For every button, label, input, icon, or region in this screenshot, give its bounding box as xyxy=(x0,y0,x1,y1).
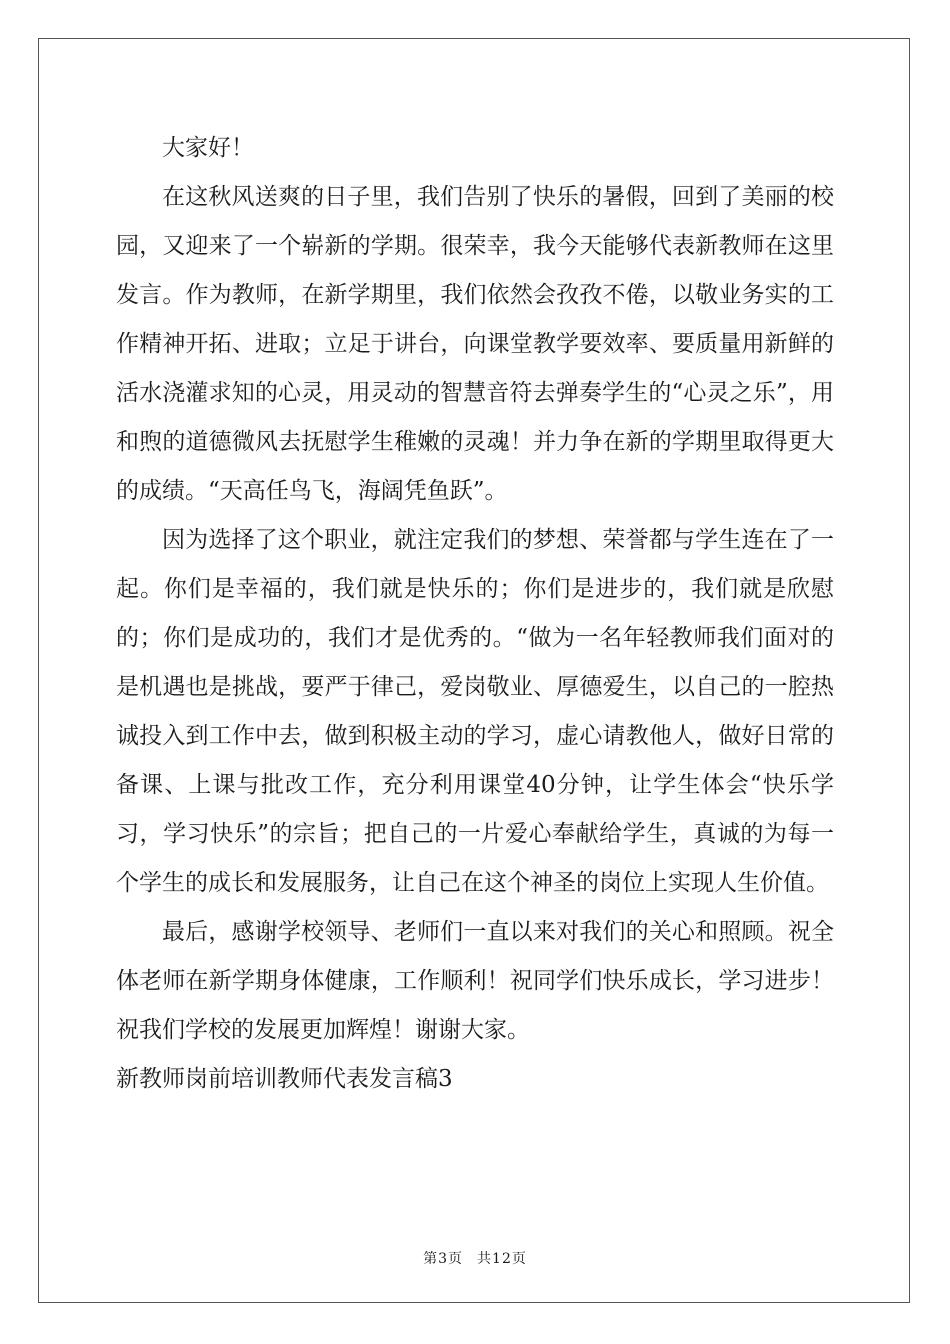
document-body xyxy=(116,124,834,1104)
paragraph-intro: 在这秋风送爽的日子里，我们告别了快乐的暑假，回到了美丽的校园，又迎来了一个崭新的学期。很荣幸，我今天能够代表新教师在这里发言。作为教师，在新学期里，我们依然会孜孜不倦，以敬业务实的工作精神开拓、进取；立足于讲台，向课堂教学要效率、要质量用新鲜的活水浇灌求知的心灵，用灵动的智慧音符去弹奏学生的“心灵之乐”，用和煦的道德微风去抚慰学生稚嫩的灵魂！并力争在新的学期里取得更大的成绩。“天高任鸟飞，海阔凭鱼跃”。 xyxy=(116,184,834,504)
next-document-title: 新教师岗前培训教师代表发言稿3 xyxy=(116,1066,453,1092)
page-footer xyxy=(0,1248,950,1268)
paragraph-closing: 最后，感谢学校领导、老师们一直以来对我们的关心和照顾。祝全体老师在新学期身体健康，工作顺利！祝同学们快乐成长，学习进步！祝我们学校的发展更加辉煌！谢谢大家。 xyxy=(116,919,834,1043)
page-total: 共12页 xyxy=(477,1251,527,1267)
paragraph-career: 因为选择了这个职业，就注定我们的梦想、荣誉都与学生连在了一起。你们是幸福的，我们就是快乐的；你们是进步的，我们就是欣慰的；你们是成功的，我们才是优秀的。“做为一名年轻教师我们面对的是机遇也是挑战，要严于律己，爱岗敬业、厚德爱生，以自己的一腔热诚投入到工作中去，做到积极主动的学习，虚心请教他人，做好日常的备课、上课与批改工作，充分利用课堂40分钟，让学生体会“快乐学习，学习快乐”的宗旨；把自己的一片爱心奉献给学生，真诚的为每一个学生的成长和发展服务，让自己在这个神圣的岗位上实现人生价值。 xyxy=(116,527,834,896)
greeting-line: 大家好！ xyxy=(162,135,254,161)
page-number: 第3页 xyxy=(423,1251,464,1267)
